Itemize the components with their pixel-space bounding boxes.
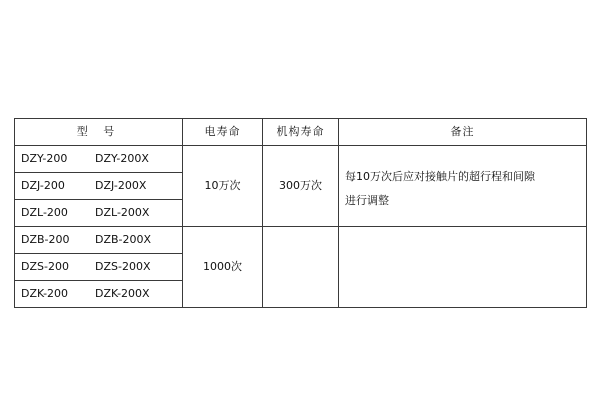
model-cell [15,173,183,200]
electrical-life-group-1: 10万次 [183,146,263,227]
remark-group-1 [339,146,587,227]
table-row [15,146,587,173]
header-electrical-life: 电寿命 [183,119,263,146]
model-code-secondary: DZK-200X [95,286,150,300]
table-row [15,227,587,254]
remark-group-2-empty [339,227,587,308]
mechanical-life-group-2-empty [263,227,339,308]
mechanical-life-group-1: 300万次 [263,146,339,227]
model-cell [15,227,183,254]
remark-line-2: 进行调整 [345,194,389,207]
model-cell [15,146,183,173]
model-code-primary: DZB-200 [21,232,70,246]
model-code-secondary: DZL-200X [95,205,150,219]
model-code-primary: DZJ-200 [21,178,65,192]
model-code-primary: DZY-200 [21,151,68,165]
model-code-primary: DZL-200 [21,205,68,219]
model-code-primary: DZS-200 [21,259,69,273]
header-model: 型 号 [15,119,183,146]
model-cell [15,254,183,281]
spec-table-container [14,118,586,308]
model-code-secondary: DZB-200X [95,232,152,246]
table-header-row [15,119,587,146]
spec-table [14,118,587,308]
model-cell [15,200,183,227]
model-code-secondary: DZJ-200X [95,178,147,192]
model-cell [15,281,183,308]
model-code-secondary: DZY-200X [95,151,149,165]
model-code-primary: DZK-200 [21,286,69,300]
remark-line-1: 每10万次后应对接触片的超行程和间隙 [345,169,535,183]
header-remark: 备注 [339,119,587,146]
electrical-life-group-2: 1000次 [183,227,263,308]
header-mechanical-life: 机构寿命 [263,119,339,146]
model-code-secondary: DZS-200X [95,259,151,273]
